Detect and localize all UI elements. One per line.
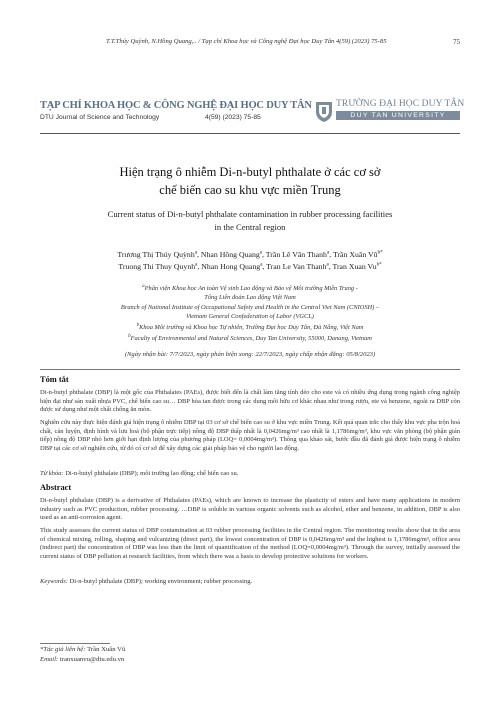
paper-title-english (50, 208, 450, 234)
journal-issue: 4(59) (2023) 75-85 (205, 114, 261, 121)
footnote-email-label: Email: (40, 655, 59, 663)
author-affiliation-mark: a (260, 262, 263, 268)
title-en-line: in the Central region (214, 222, 286, 232)
author-separator: , (262, 262, 267, 271)
author-affiliation-mark: a (259, 250, 263, 256)
affiliation-b-vn: $^b$Khoa Môi trường và Khoa học Tự nhiên, Trường Đại học Duy Tân, Đà Nẵng, Việt Nam (136, 322, 364, 332)
author-name: Trần Lê Văn Thanh (265, 250, 327, 259)
affiliations (60, 282, 440, 344)
affiliation-a-en: Branch of National Institute of Occupational Safety and Health in the Central Viet Nam (CNIOSH) – (120, 303, 380, 311)
university-logo (314, 99, 465, 125)
author-separator: , (196, 250, 201, 259)
submission-dates: (Ngày nhận bài: 7/7/2023, ngày phản biện xong: 22/7/2023, ngày chấp nhận đăng: 05/8/2023) (124, 351, 376, 358)
author-affiliation-mark: a (195, 262, 198, 268)
title-vn-line: Hiện trạng ô nhiễm Di-n-butyl phthalate ở các cơ sở (119, 165, 381, 179)
author-list-english (40, 262, 460, 271)
footnote-email-line (40, 655, 125, 665)
journal-name-english: DTU Journal of Science and Technology (40, 114, 160, 121)
author-name: Tran Xuan Vu (332, 262, 377, 271)
keywords-text: Di-n-butyl phthalate (DBP); môi trường lao động; chế biến cao su. (65, 470, 239, 477)
affiliation-a-vn: $^a$Phân viện Khoa học An toàn Vệ sinh Lao động và Bảo vệ Môi trường Miền Trung - (142, 284, 358, 293)
author-separator: , (328, 262, 333, 271)
journal-masthead (40, 99, 465, 130)
author-affiliation-mark: b* (377, 250, 383, 256)
page-number: 75 (453, 38, 460, 46)
author-name: Truong Thi Thuy Quynh (118, 262, 196, 271)
keywords-text: Di-n-butyl phthalate (DBP); working environment; rubber processing. (69, 578, 253, 585)
tom-tat-keywords (40, 470, 460, 479)
footnote-email: tranxuanvu@dtu.edu.vn (59, 655, 125, 663)
affiliation-b-en: $^b$Faculty of Environmental and Natural Sciences, Duy Tan University, 55000, Danang, Vietnam (128, 334, 372, 343)
footnote-author-name: Trần Xuân Vũ (87, 646, 126, 653)
author-affiliation-mark: b* (376, 262, 382, 268)
author-affiliation-mark: a (326, 250, 330, 256)
author-name: Nhan Hong Quang (201, 262, 261, 271)
keywords-label: Từ khóa: (40, 470, 64, 477)
section-divider (40, 369, 460, 370)
abstract-keywords (40, 578, 460, 587)
keywords-label: Keywords: (40, 578, 68, 585)
journal-name: TẠP CHÍ KHOA HỌC & CÔNG NGHỆ ĐẠI HỌC DUY TÂN (40, 100, 312, 111)
tom-tat-heading: Tóm tắt (40, 375, 69, 384)
abstract-paragraph-2: This study assesses the current status of DBP contamination at 03 rubber processing facilities in the Central region. The monitoring results show that in the area of chemical mixing, rolling, shaping and vulcanizing (direct part), the lowest concentration of DBP is 0,0426mg/m³ and the highest is 1,1786mg/m³, office area (indirect part) the concentration of DBP was less than the limit of quantification of the method (LOQ=0,0004mg/m³). Through the survey, initially assessed the current status of DBP pollution at research facilities, from which there was a basis to develop protective solutions for workers. (40, 527, 460, 560)
author-affiliation-mark: a (326, 262, 329, 268)
tom-tat-paragraph-1: Di-n-butyl phthalate (DBP) là một gốc của Phthalates (PAEs), được biết đến là chất làm tăng tính dẻo cho este và có nhiều ứng dụng trong ngành công nghiệp hiện đại như sản xuất nhựa PVC, chế biến cao su… DBP hòa tan được trong các dung môi hữu cơ khác nhau như trong rượu, ete và benzene, ngoài ra DBP còn được sử dụng như một chất chống ăn mòn. (40, 389, 460, 414)
corresponding-author-footnote (40, 645, 125, 664)
title-en-line: Current status of Di-n-butyl phthalate contamination in rubber processing facilities (107, 209, 393, 219)
author-separator: , (197, 262, 202, 271)
author-name: Trương Thị Thúy Quỳnh (117, 250, 195, 259)
title-vn-line: chế biến cao su khu vực miền Trung (159, 183, 341, 197)
university-name: TRƯỜNG ĐẠI HỌC DUY TÂN (336, 99, 465, 109)
footnote-author-label: *Tác giả liên hệ: (40, 646, 86, 653)
author-name: Nhan Hồng Quang (200, 250, 260, 259)
author-separator: , (262, 250, 266, 259)
author-name: Tran Le Van Thanh (266, 262, 327, 271)
running-header-text: T.T.Thúy Quỳnh, N.Hồng Quang,.. / Tạp chí Khoa học và Công nghệ Đại học Duy Tân 4(59) (2023) 75-85 (106, 38, 387, 45)
author-name: Trần Xuân Vũ (332, 250, 378, 259)
footnote-author-line (40, 645, 125, 655)
header-divider (40, 133, 460, 134)
university-emblem-icon (314, 99, 334, 123)
paper-title-vietnamese (60, 163, 440, 199)
footnote-divider (40, 643, 110, 644)
affiliation-a-en-cont: Vietnam General Confederation of Labor (VGCL) (186, 312, 314, 320)
abstract-heading: Abstract (40, 483, 72, 492)
author-list-vietnamese (40, 250, 460, 259)
tom-tat-paragraph-2: Nghiên cứu này thực hiện đánh giá hiện trạng ô nhiễm DBP tại 03 cơ sở chế biến cao su ở khu vực miền Trung. Kết quả quan trắc cho thấy khu vực pha trộn hoá chất, cán luyện, định hình và lưu hoá (bộ phận trực tiếp) nồng độ DBP thấp nhất là 0,0426mg/m³ cao nhất là 1,1786mg/m³, khu vực văn phòng (bộ phận gián tiếp) nồng độ DBP nhỏ hơn giới hạn định lượng của phương pháp (LOQ= 0,0004mg/m³). Thông qua khảo sát, bước đầu đã đánh giá được hiện trạng ô nhiễm DBP tại các cơ sở nghiên cứu, từ đó có cơ sở để xây dựng các giải pháp bảo vệ cho người lao động. (40, 419, 460, 452)
author-separator: , (329, 250, 333, 259)
author-affiliation-mark: a (194, 250, 197, 256)
affiliation-a-vn-cont: Tổng Liên đoàn Lao động Việt Nam (204, 294, 296, 302)
running-header (40, 38, 460, 50)
university-name-english: DUY TAN UNIVERSITY (350, 112, 446, 119)
abstract-paragraph-1: Di-n-butyl phthalate (DBP) is a derivative of Phthalates (PAEs), which are known to increase the plasticity of esters and have many applications in modern industry such as PVC production, rubber processing. …DBP is soluble in various organic solvents such as alcohol, ether and benzene, in addition, DBP is also used as an anti-corrosion agent. (40, 497, 460, 522)
